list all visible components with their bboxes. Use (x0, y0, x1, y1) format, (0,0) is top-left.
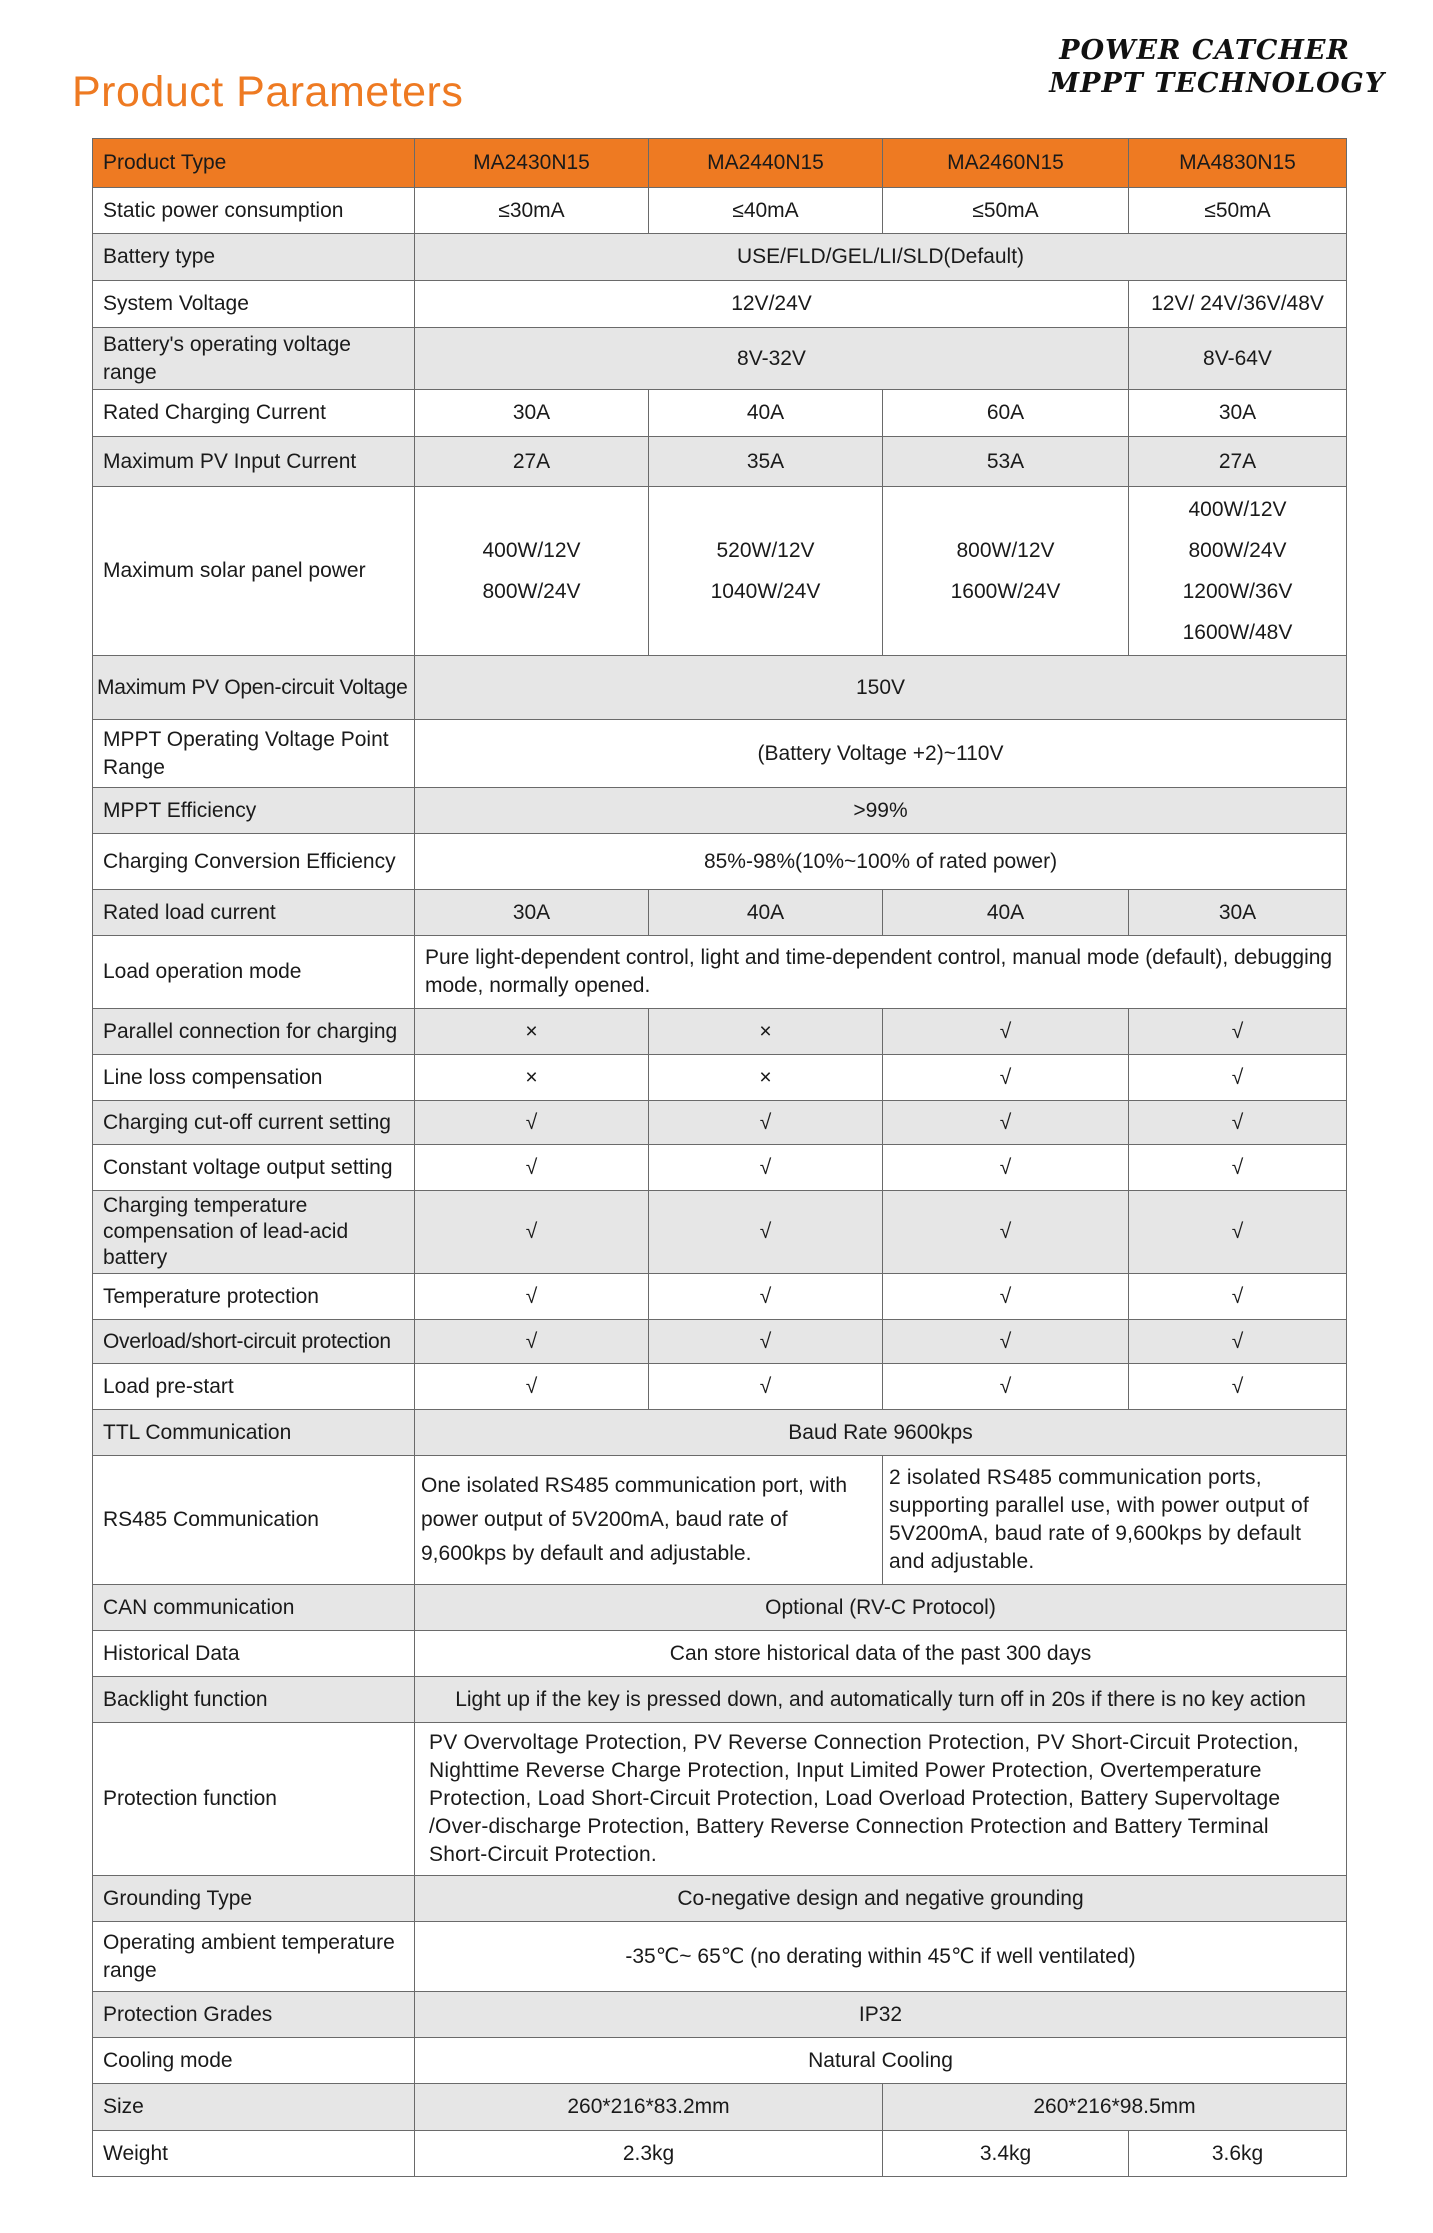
table-row (93, 1992, 1347, 2038)
value-cell: 35A (649, 437, 883, 487)
row-label: Protection Grades (93, 1992, 415, 2038)
table-row (93, 1145, 1347, 1191)
value-line: 800W/24V (1188, 539, 1287, 562)
model-cell: MA4830N15 (1129, 139, 1347, 188)
table-row (93, 487, 1347, 656)
value-cell: √ (649, 1274, 883, 1320)
value-cell: Baud Rate 9600kps (415, 1410, 1347, 1456)
row-label: CAN communication (93, 1585, 415, 1631)
value-cell: 40A (883, 890, 1129, 936)
value-cell (883, 487, 1129, 656)
value-cell: >99% (415, 788, 1347, 834)
row-label: Static power consumption (93, 188, 415, 234)
row-label: System Voltage (93, 281, 415, 328)
table-row (93, 2038, 1347, 2084)
value-cell: √ (1129, 1101, 1347, 1145)
value-cell: √ (649, 1320, 883, 1364)
value-cell: 27A (1129, 437, 1347, 487)
value-cell: USE/FLD/GEL/LI/SLD(Default) (415, 234, 1347, 281)
value-cell: 260*216*83.2mm (415, 2084, 883, 2131)
value-cell: 85%-98%(10%~100% of rated power) (415, 834, 1347, 890)
table-row (93, 936, 1347, 1009)
row-label: Parallel connection for charging (93, 1009, 415, 1055)
value-cell: √ (883, 1320, 1129, 1364)
value-cell: √ (649, 1101, 883, 1145)
row-label: Size (93, 2084, 415, 2131)
row-label: Rated load current (93, 890, 415, 936)
value-line: 1600W/24V (950, 580, 1061, 603)
value-cell: ≤50mA (883, 188, 1129, 234)
table-row (93, 1274, 1347, 1320)
table-row (93, 1009, 1347, 1055)
row-label: MPPT Efficiency (93, 788, 415, 834)
value-cell (415, 487, 649, 656)
value-line: 520W/12V (716, 539, 815, 562)
value-cell: Co-negative design and negative grounding (415, 1876, 1347, 1922)
value-cell: √ (1129, 1364, 1347, 1410)
row-label: Charging Conversion Efficiency (93, 834, 415, 890)
row-label: Charging temperature compensation of lead-acid battery (93, 1191, 415, 1274)
row-label: Line loss compensation (93, 1055, 415, 1101)
table-row (93, 1101, 1347, 1145)
value-cell: 8V-32V (415, 328, 1129, 390)
table-row (93, 234, 1347, 281)
value-cell: √ (883, 1191, 1129, 1274)
table-row (93, 834, 1347, 890)
row-label: Maximum PV Open-circuit Voltage (93, 656, 415, 720)
row-label: Operating ambient temperature range (93, 1922, 415, 1992)
table-row (93, 656, 1347, 720)
value-cell: 30A (1129, 890, 1347, 936)
product-parameters-table (92, 138, 1347, 2177)
row-label: RS485 Communication (93, 1456, 415, 1585)
value-line: 400W/12V (1188, 498, 1287, 521)
page-title: Product Parameters (72, 68, 464, 116)
row-label: Constant voltage output setting (93, 1145, 415, 1191)
row-label: Battery's operating voltage range (93, 328, 415, 390)
value-cell: 30A (1129, 390, 1347, 437)
row-label: Charging cut-off current setting (93, 1101, 415, 1145)
value-cell: √ (415, 1145, 649, 1191)
row-label: Backlight function (93, 1677, 415, 1723)
value-cell: √ (1129, 1055, 1347, 1101)
row-label: Maximum PV Input Current (93, 437, 415, 487)
model-cell: MA2460N15 (883, 139, 1129, 188)
value-cell: ≤40mA (649, 188, 883, 234)
value-cell: (Battery Voltage +2)~110V (415, 720, 1347, 788)
table-row (93, 1055, 1347, 1101)
table-row (93, 1320, 1347, 1364)
value-cell: IP32 (415, 1992, 1347, 2038)
value-cell: 60A (883, 390, 1129, 437)
brand-logo (1049, 34, 1385, 100)
value-line: 1200W/36V (1182, 580, 1293, 603)
table-row (93, 720, 1347, 788)
value-cell: √ (649, 1145, 883, 1191)
value-cell: Natural Cooling (415, 2038, 1347, 2084)
table-row (93, 1456, 1347, 1585)
value-cell (649, 487, 883, 656)
value-cell: 8V-64V (1129, 328, 1347, 390)
row-label: Historical Data (93, 1631, 415, 1677)
table-row (93, 281, 1347, 328)
value-line: 800W/12V (956, 539, 1055, 562)
table-row (93, 328, 1347, 390)
value-cell: × (649, 1055, 883, 1101)
value-cell: 30A (415, 890, 649, 936)
value-cell: √ (1129, 1274, 1347, 1320)
table-row (93, 2084, 1347, 2131)
value-cell: 40A (649, 390, 883, 437)
value-cell: 3.6kg (1129, 2131, 1347, 2177)
value-cell: √ (415, 1101, 649, 1145)
value-cell: √ (415, 1274, 649, 1320)
value-line: 800W/24V (482, 580, 581, 603)
value-cell: √ (649, 1191, 883, 1274)
value-cell: √ (883, 1055, 1129, 1101)
value-cell: 40A (649, 890, 883, 936)
table-row (93, 1585, 1347, 1631)
value-cell: 30A (415, 390, 649, 437)
value-cell: 53A (883, 437, 1129, 487)
value-cell: √ (1129, 1320, 1347, 1364)
table-row (93, 788, 1347, 834)
value-cell: Optional (RV-C Protocol) (415, 1585, 1347, 1631)
table-row (93, 188, 1347, 234)
value-cell: One isolated RS485 communication port, with power output of 5V200mA, baud rate of 9,600kps by default and adjustable. (415, 1456, 883, 1585)
model-cell: MA2440N15 (649, 139, 883, 188)
value-cell: × (415, 1055, 649, 1101)
value-line: 400W/12V (482, 539, 581, 562)
value-cell: 27A (415, 437, 649, 487)
value-cell: PV Overvoltage Protection, PV Reverse Connection Protection, PV Short-Circuit Protection, Nighttime Reverse Charge Protection, Input Limited Power Protection, Overtemperature Protection, Load Short-Circuit Protection, Load Overload Protection, Battery Supervoltage /Over-discharge Protection, Battery Reverse Connection Protection and Battery Terminal Short-Circuit Protection. (415, 1723, 1347, 1876)
table-row (93, 1922, 1347, 1992)
brand-line-2: MPPT TECHNOLOGY (1049, 68, 1385, 99)
row-label: Product Type (93, 139, 415, 188)
table-row (93, 1191, 1347, 1274)
value-cell: √ (883, 1274, 1129, 1320)
row-label: Cooling mode (93, 2038, 415, 2084)
table-row (93, 390, 1347, 437)
table-row (93, 1410, 1347, 1456)
table-row (93, 1876, 1347, 1922)
value-cell: √ (1129, 1191, 1347, 1274)
row-label: Grounding Type (93, 1876, 415, 1922)
table-row (93, 1631, 1347, 1677)
row-label: MPPT Operating Voltage Point Range (93, 720, 415, 788)
model-cell: MA2430N15 (415, 139, 649, 188)
value-line: 1600W/48V (1182, 621, 1293, 644)
value-cell: 12V/24V (415, 281, 1129, 328)
value-cell: √ (883, 1009, 1129, 1055)
table-row (93, 1364, 1347, 1410)
value-cell: Pure light-dependent control, light and time-dependent control, manual mode (default), debugging mode, normally opened. (415, 936, 1347, 1009)
value-cell: √ (649, 1364, 883, 1410)
row-label: Temperature protection (93, 1274, 415, 1320)
value-cell: √ (415, 1364, 649, 1410)
value-line: 1040W/24V (710, 580, 821, 603)
value-cell: √ (1129, 1145, 1347, 1191)
value-cell: ≤50mA (1129, 188, 1347, 234)
value-cell: 3.4kg (883, 2131, 1129, 2177)
table-row (93, 890, 1347, 936)
value-cell: 2.3kg (415, 2131, 883, 2177)
value-cell: Can store historical data of the past 300 days (415, 1631, 1347, 1677)
row-label: Maximum solar panel power (93, 487, 415, 656)
row-label: Overload/short-circuit protection (93, 1320, 415, 1364)
table-row (93, 1677, 1347, 1723)
value-cell: √ (883, 1145, 1129, 1191)
table-header-row (93, 139, 1347, 188)
value-cell: × (649, 1009, 883, 1055)
value-cell: 12V/ 24V/36V/48V (1129, 281, 1347, 328)
value-cell: 260*216*98.5mm (883, 2084, 1347, 2131)
value-cell (1129, 487, 1347, 656)
brand-line-1: POWER CATCHER (1059, 35, 1350, 66)
value-cell: -35℃~ 65℃ (no derating within 45℃ if well ventilated) (415, 1922, 1347, 1992)
row-label: Weight (93, 2131, 415, 2177)
value-cell: × (415, 1009, 649, 1055)
table-row (93, 1723, 1347, 1876)
row-label: Protection function (93, 1723, 415, 1876)
table-row (93, 437, 1347, 487)
value-cell: √ (883, 1364, 1129, 1410)
value-cell: √ (883, 1101, 1129, 1145)
row-label: Battery type (93, 234, 415, 281)
value-cell: √ (415, 1191, 649, 1274)
row-label: Rated Charging Current (93, 390, 415, 437)
value-cell: 2 isolated RS485 communication ports, supporting parallel use, with power output of 5V200mA, baud rate of 9,600kps by default and adjustable. (883, 1456, 1347, 1585)
value-cell: 150V (415, 656, 1347, 720)
value-cell: Light up if the key is pressed down, and automatically turn off in 20s if there is no key action (415, 1677, 1347, 1723)
value-cell: √ (1129, 1009, 1347, 1055)
value-cell: √ (415, 1320, 649, 1364)
row-label: Load pre-start (93, 1364, 415, 1410)
row-label: Load operation mode (93, 936, 415, 1009)
row-label: TTL Communication (93, 1410, 415, 1456)
value-cell: ≤30mA (415, 188, 649, 234)
table-row (93, 2131, 1347, 2177)
